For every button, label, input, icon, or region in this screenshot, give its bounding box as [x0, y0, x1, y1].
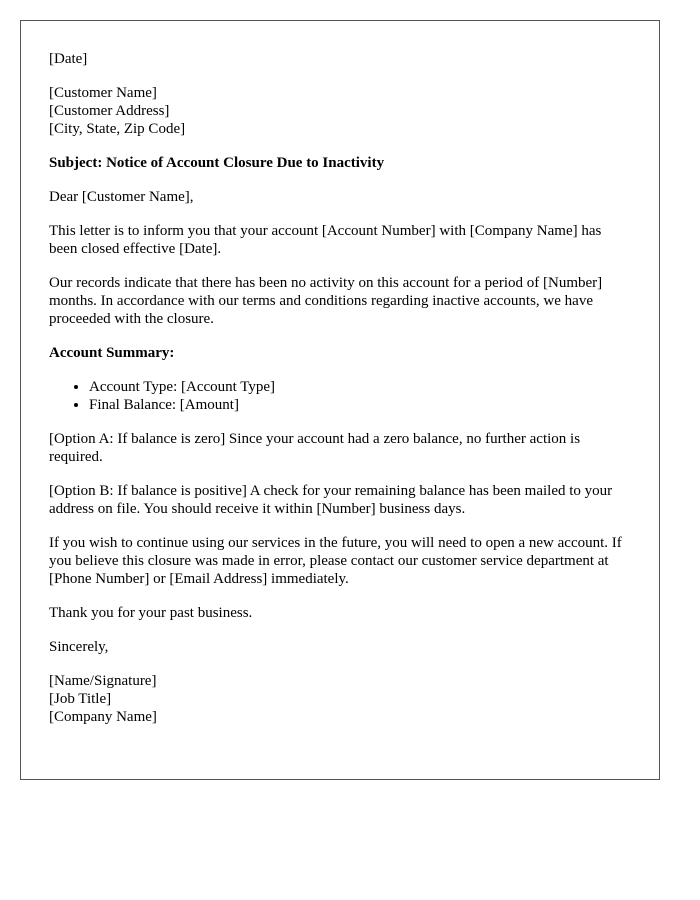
recipient-city-state-zip: [City, State, Zip Code] [49, 121, 186, 137]
signature-company: [Company Name] [49, 709, 157, 725]
summary-item-final-balance: • Final Balance: [Amount] [89, 396, 631, 414]
paragraph-future: If you wish to continue using our services in the future, you will need to open a new account. If you believe this closure was made in error, please contact our customer service department at [Phone Number] or [Email Address] immediately. [49, 535, 622, 587]
letter-subject: Subject: Notice of Account Closure Due to Inactivity [49, 155, 385, 171]
summary-item-account-type: • Account Type: [Account Type] [89, 378, 631, 396]
paragraph-option-b: [Option B: If balance is positive] A check for your remaining balance has been mailed to your address on file. You should receive it within [Number] business days. [49, 483, 613, 517]
recipient-address-block [49, 84, 631, 138]
recipient-name: [Customer Name] [49, 85, 157, 101]
signature-title: [Job Title] [49, 691, 112, 707]
letter-closing: Sincerely, [49, 639, 109, 655]
letter-page [20, 20, 660, 780]
account-summary-heading: Account Summary: [49, 345, 175, 361]
paragraph-records: Our records indicate that there has been no activity on this account for a period of [Number] months. In accordance with our terms and conditions regarding inactive accounts, we have proceeded with the closure. [49, 275, 603, 327]
paragraph-thanks: Thank you for your past business. [49, 605, 253, 621]
paragraph-option-a: [Option A: If balance is zero] Since your account had a zero balance, no further action is required. [49, 431, 581, 465]
letter-greeting: Dear [Customer Name], [49, 189, 194, 205]
paragraph-intro: This letter is to inform you that your account [Account Number] with [Company Name] has been closed effective [Date]. [49, 223, 602, 257]
signature-name: [Name/Signature] [49, 673, 157, 689]
recipient-address: [Customer Address] [49, 103, 170, 119]
signature-block [49, 672, 631, 726]
account-summary-list [49, 378, 631, 414]
letter-date: [Date] [49, 51, 88, 67]
